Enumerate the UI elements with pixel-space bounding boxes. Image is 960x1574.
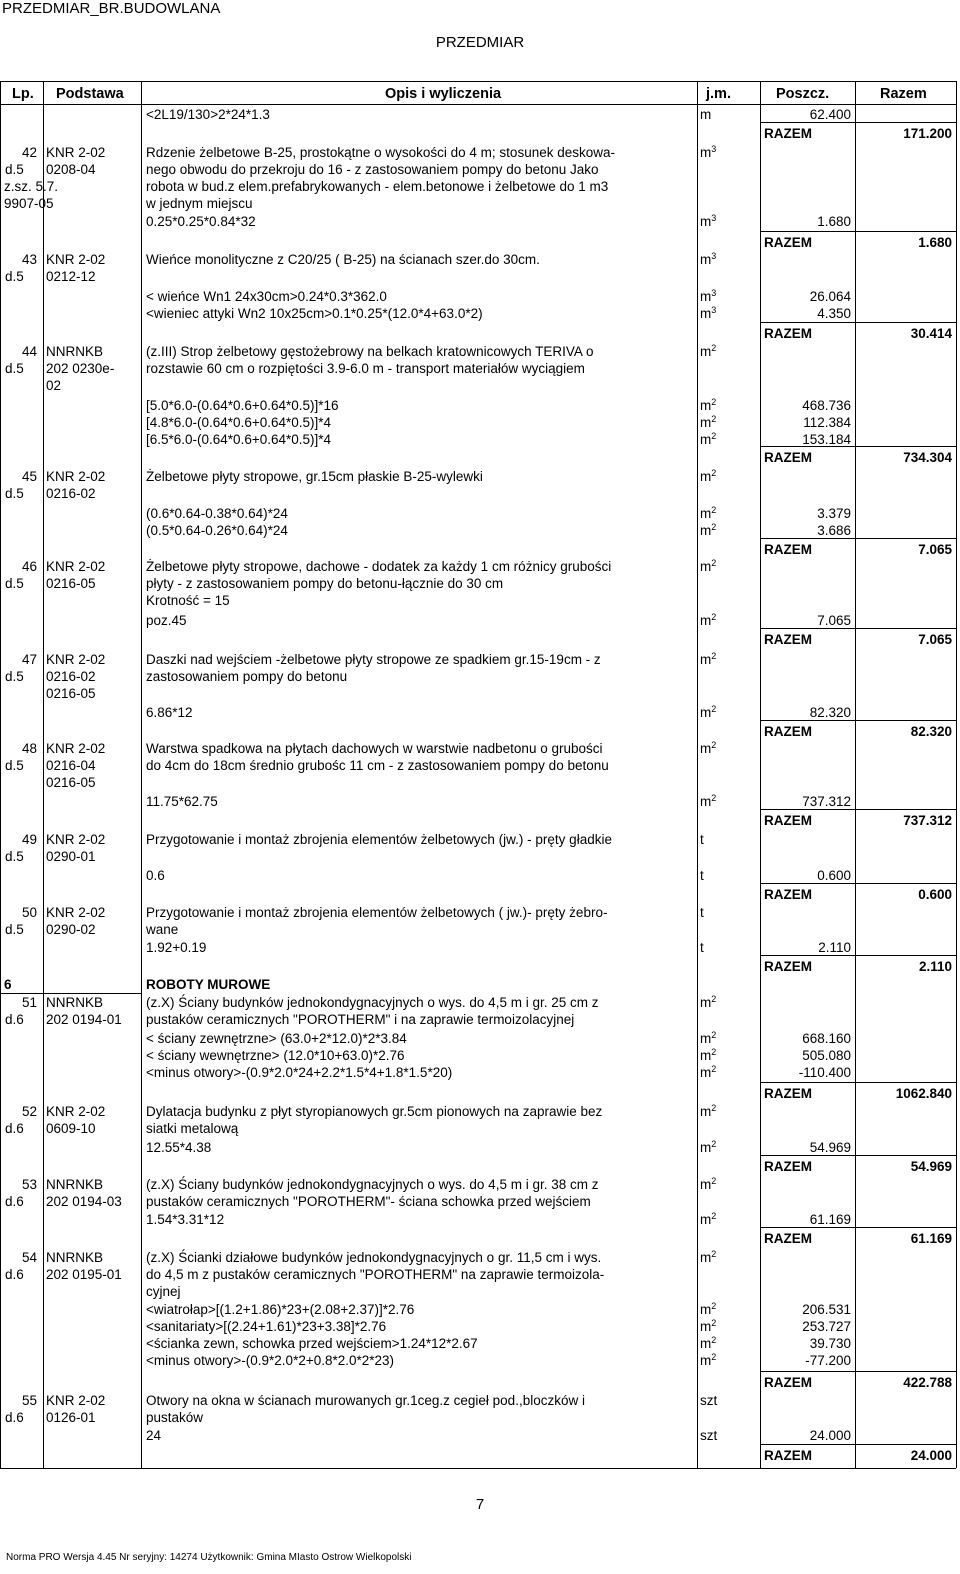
calc-line: (0.6*0.64-0.38*0.64)*24: [146, 506, 288, 521]
calc-unit: t: [700, 940, 704, 955]
calc-unit: $m^3$: [700, 305, 717, 321]
podstawa: 02: [46, 378, 62, 393]
calc-unit: $m^3$: [700, 288, 717, 304]
podstawa: KNR 2-02: [46, 145, 106, 160]
poszcz-value: 668.160: [802, 1031, 851, 1046]
poszcz-value: 54.969: [809, 1140, 851, 1155]
lp-sub: d.5: [5, 922, 24, 937]
razem-divider: [760, 628, 956, 629]
podstawa: NNRNKB: [46, 1177, 104, 1192]
podstawa: KNR 2-02: [46, 905, 106, 920]
poszcz-value: 26.064: [809, 289, 851, 304]
poszcz-value: 505.080: [802, 1048, 851, 1063]
razem-value: 171.200: [903, 126, 952, 141]
podstawa: NNRNKB: [46, 995, 104, 1010]
calc-line: 11.75*62.75: [146, 794, 218, 809]
podstawa: KNR 2-02: [46, 252, 106, 267]
calc-line: <ścianka zewn, schowka przed wejściem>1.24*12*2.67: [146, 1336, 478, 1351]
calc-line: < ściany wewnętrzne> (12.0*10+63.0)*2.76: [146, 1048, 405, 1063]
poszcz-value: 3.686: [817, 523, 851, 538]
unit: $m^2$: [700, 558, 717, 574]
description: Wieńce monolityczne z C20/25 ( B-25) na ścianach szer.do 30cm.: [146, 252, 540, 267]
calc-line: [6.5*6.0-(0.64*0.6+0.64*0.5)]*4: [146, 432, 332, 447]
razem-value: 734.304: [903, 450, 952, 465]
podstawa: KNR 2-02: [46, 559, 106, 574]
calc-unit: szt: [700, 1428, 718, 1443]
poszcz-value: 206.531: [802, 1302, 851, 1317]
lp-sub: d.5: [5, 361, 24, 376]
col-divider: [43, 81, 44, 1468]
calc-line: < wieńce Wn1 24x30cm>0.24*0.3*362.0: [146, 289, 387, 304]
col-divider: [760, 81, 761, 1468]
col-jm: j.m.: [706, 86, 731, 102]
lp-sub: d.6: [5, 1012, 24, 1027]
poszcz-value: 1.680: [817, 214, 851, 229]
podstawa: 202 0194-03: [46, 1194, 122, 1209]
podstawa: KNR 2-02: [46, 832, 106, 847]
description: siatki metalową: [146, 1121, 239, 1136]
poszcz-value: 7.065: [817, 613, 851, 628]
table-bottom-border: [0, 1468, 956, 1469]
description: Żelbetowe płyty stropowe, gr.15cm płaskie B-25-wylewki: [146, 469, 483, 484]
description: Przygotowanie i montaż zbrojenia elementów żelbetowych (jw.) - pręty gładkie: [146, 832, 612, 847]
col-divider: [141, 81, 142, 1468]
description: do 4,5 m z pustaków ceramicznych "POROTHERM" na zaprawie termoizola-: [146, 1267, 605, 1282]
lp-number: 44: [22, 344, 38, 359]
podstawa: 0216-05: [46, 686, 96, 701]
lp-number: 47: [22, 652, 38, 667]
lp-number: 51: [22, 995, 38, 1010]
calc-unit: $m^2$: [700, 612, 717, 628]
podstawa: 0216-02: [46, 486, 96, 501]
podstawa: 0290-01: [46, 849, 96, 864]
page-number: 7: [475, 1496, 485, 1513]
calc-unit: $m^2$: [700, 793, 717, 809]
calc-unit: $m^2$: [700, 1064, 717, 1080]
calc-line: 0.6: [146, 868, 165, 883]
description: Otwory na okna w ścianach murowanych gr.1ceg.z cegieł pod.,bloczków i: [146, 1393, 585, 1408]
description: Dylatacja budynku z płyt styropianowych gr.5cm pionowych na zaprawie bez: [146, 1104, 603, 1119]
razem-divider: [760, 809, 956, 810]
unit: $m^2$: [700, 468, 717, 484]
calc-line: 1.54*3.31*12: [146, 1212, 225, 1227]
razem-label: RAZEM: [764, 126, 812, 141]
lp-number: 53: [22, 1177, 38, 1192]
calc-line: 6.86*12: [146, 705, 193, 720]
lp-sub: d.5: [5, 486, 24, 501]
calc-line: 0.25*0.25*0.84*32: [146, 214, 256, 229]
lp-number: 45: [22, 469, 38, 484]
poszcz-value: 24.000: [809, 1428, 851, 1443]
poszcz-value: 112.384: [803, 415, 851, 430]
razem-label: RAZEM: [764, 1375, 812, 1390]
razem-divider: [760, 720, 956, 721]
description: Warstwa spadkowa na płytach dachowych w warstwie nadbetonu o grubości: [146, 741, 603, 756]
lp-number: 42: [22, 145, 38, 160]
podstawa: 0290-02: [46, 922, 96, 937]
lp-number: 49: [22, 832, 38, 847]
razem-value: 82.320: [910, 724, 952, 739]
razem-label: RAZEM: [764, 887, 812, 902]
description: zastosowaniem pompy do betonu: [146, 669, 348, 684]
razem-divider: [760, 1082, 956, 1083]
calc-line: <wieniec attyki Wn2 10x25cm>0.1*0.25*(12.0*4+63.0*2): [146, 306, 483, 321]
calc-unit: $m^2$: [700, 1030, 717, 1046]
col-divider: [0, 81, 1, 1468]
col-divider: [956, 81, 957, 1468]
calc-unit: $m^2$: [700, 1301, 717, 1317]
col-opis: Opis i wyliczenia: [385, 86, 502, 102]
razem-label: RAZEM: [764, 542, 812, 557]
lp-sub: d.6: [5, 1121, 24, 1136]
podstawa: 0609-10: [46, 1121, 96, 1136]
razem-divider: [760, 1155, 956, 1156]
razem-value: 422.788: [903, 1375, 952, 1390]
razem-divider: [760, 1227, 956, 1228]
description: nego obwodu do przekroju do 16 - z zastosowaniem pompy do betonu Jako: [146, 162, 599, 177]
description: w jednym miejscu: [146, 196, 253, 211]
col-lp: Lp.: [12, 86, 34, 102]
poszcz-value: 468.736: [802, 398, 851, 413]
poszcz-value: 39.730: [809, 1336, 851, 1351]
poszcz-value: 62.400: [809, 107, 851, 122]
podstawa: 202 0230e-: [46, 361, 115, 376]
calc-line: <2L19/130>2*24*1.3: [146, 107, 270, 122]
podstawa: NNRNKB: [46, 344, 104, 359]
calc-line: <minus otwory>-(0.9*2.0*24+2.2*1.5*4+1.8*1.5*20): [146, 1065, 453, 1080]
razem-label: RAZEM: [764, 326, 812, 341]
description: Rdzenie żelbetowe B-25, prostokątne o wysokości do 4 m; stosunek deskowa-: [146, 145, 615, 160]
razem-value: 1062.840: [895, 1086, 952, 1101]
lp-number: 46: [22, 559, 38, 574]
razem-label: RAZEM: [764, 1231, 812, 1246]
file-header: PRZEDMIAR_BR.BUDOWLANA: [2, 0, 221, 17]
lp-sub: d.5: [5, 576, 24, 591]
calc-unit: t: [700, 868, 704, 883]
col-podstawa: Podstawa: [56, 86, 124, 102]
lp-number: 43: [22, 252, 38, 267]
podstawa: NNRNKB: [46, 1250, 104, 1265]
poszcz-value: 61.169: [809, 1212, 851, 1227]
poszcz-value: -110.400: [798, 1065, 851, 1080]
unit: $m^2$: [700, 1176, 717, 1192]
calc-line: 12.55*4.38: [146, 1140, 212, 1155]
razem-label: RAZEM: [764, 1159, 812, 1174]
section-number: 6: [4, 977, 12, 992]
lp-number: 52: [22, 1104, 38, 1119]
calc-unit: $m^2$: [700, 505, 717, 521]
calc-unit: $m^2$: [700, 414, 717, 430]
poszcz-value: 253.727: [802, 1319, 851, 1334]
description: cyjnej: [146, 1284, 181, 1299]
razem-divider: [760, 322, 956, 323]
razem-label: RAZEM: [764, 959, 812, 974]
razem-label: RAZEM: [764, 724, 812, 739]
podstawa: KNR 2-02: [46, 1104, 106, 1119]
razem-value: 2.110: [918, 959, 952, 974]
unit: $m^3$: [700, 144, 717, 160]
unit: m: [700, 107, 712, 122]
unit: $m^2$: [700, 740, 717, 756]
description: (z.X) Ściany budynków jednokondygnacyjnych o wys. do 4,5 m i gr. 25 cm z: [146, 995, 599, 1010]
calc-unit: $m^2$: [700, 1211, 717, 1227]
razem-divider: [760, 883, 956, 884]
razem-label: RAZEM: [764, 632, 812, 647]
description: rozstawie 60 cm o rozpiętości 3.9-6.0 m - transport materiałów wyciągiem: [146, 361, 585, 376]
calc-line: 1.92+0.19: [146, 940, 207, 955]
description: robota w bud.z elem.prefabrykowanych - elem.betonowe i żelbetowe do 1 m3: [146, 179, 609, 194]
lp-sub: d.6: [5, 1267, 24, 1282]
col-poszcz: Poszcz.: [776, 86, 830, 102]
podstawa: KNR 2-02: [46, 469, 106, 484]
lp-sub: d.5: [5, 269, 24, 284]
podstawa: 202 0194-01: [46, 1012, 122, 1027]
description: (z.X) Ściany budynków jednokondygnacyjnych o wys. do 4,5 m i gr. 38 cm z: [146, 1177, 599, 1192]
calc-line: poz.45: [146, 613, 187, 628]
calc-unit: $m^2$: [700, 522, 717, 538]
razem-label: RAZEM: [764, 813, 812, 828]
unit: $m^2$: [700, 1249, 717, 1265]
description: pustaków: [146, 1410, 204, 1425]
description: Daszki nad wejściem -żelbetowe płyty stropowe ze spadkiem gr.15-19cm - z: [146, 652, 601, 667]
calc-unit: $m^2$: [700, 1352, 717, 1368]
calc-line: <sanitariaty>[(2.24+1.61)*23+3.38]*2.76: [146, 1319, 387, 1334]
poszcz-value: 2.110: [818, 940, 851, 955]
unit: t: [700, 905, 704, 920]
unit: t: [700, 832, 704, 847]
calc-unit: $m^2$: [700, 1047, 717, 1063]
calc-unit: $m^2$: [700, 1318, 717, 1334]
razem-label: RAZEM: [764, 1448, 812, 1463]
podstawa: 0216-02: [46, 669, 96, 684]
calc-line: (0.5*0.64-0.26*0.64)*24: [146, 523, 288, 538]
unit: $m^2$: [700, 994, 717, 1010]
lp-sub: d.5: [5, 849, 24, 864]
podstawa-extra: 9907-05: [4, 196, 54, 211]
header-bottom-border: [0, 104, 956, 105]
razem-divider: [760, 231, 956, 232]
razem-value: 1.680: [918, 235, 952, 250]
footer: Norma PRO Wersja 4.45 Nr seryjny: 14274 Użytkownik: Gmina MIasto Ostrow Wielkopolski: [6, 1552, 412, 1563]
razem-value: 7.065: [918, 542, 952, 557]
lp-number: 50: [22, 905, 38, 920]
razem-value: 24.000: [910, 1448, 952, 1463]
calc-line: [4.8*6.0-(0.64*0.6+0.64*0.5)]*4: [146, 415, 332, 430]
unit: $m^2$: [700, 1103, 717, 1119]
description: płyty - z zastosowaniem pompy do betonu-łącznie do 30 cm: [146, 576, 504, 591]
calc-unit: $m^2$: [700, 1335, 717, 1351]
razem-label: RAZEM: [764, 235, 812, 250]
razem-value: 737.312: [903, 813, 952, 828]
razem-divider: [760, 1371, 956, 1372]
poszcz-value: 4.350: [817, 306, 851, 321]
lp-number: 55: [22, 1393, 38, 1408]
calc-unit: $m^3$: [700, 213, 717, 229]
podstawa: 0126-01: [46, 1410, 96, 1425]
podstawa: 0212-12: [46, 269, 96, 284]
poszcz-value: 82.320: [809, 705, 851, 720]
lp-number: 54: [22, 1250, 38, 1265]
razem-label: RAZEM: [764, 450, 812, 465]
podstawa: KNR 2-02: [46, 652, 106, 667]
unit: $m^3$: [700, 251, 717, 267]
unit: $m^2$: [700, 651, 717, 667]
razem-value: 61.169: [910, 1231, 952, 1246]
razem-value: 0.600: [918, 887, 952, 902]
podstawa: 0216-05: [46, 576, 96, 591]
podstawa: KNR 2-02: [46, 741, 106, 756]
poszcz-value: 3.379: [817, 506, 851, 521]
razem-label: RAZEM: [764, 1086, 812, 1101]
poszcz-value: -77.200: [805, 1353, 851, 1368]
razem-divider: [760, 955, 956, 956]
razem-divider: [760, 122, 956, 123]
lp-sub: d.5: [5, 162, 24, 177]
razem-divider: [760, 1444, 956, 1445]
calc-line: <minus otwory>-(0.9*2.0*2+0.8*2.0*2*23): [146, 1353, 395, 1368]
description: (z.III) Strop żelbetowy gęstożebrowy na belkach kratownicowych TERIVA o: [146, 344, 594, 359]
description: (z.X) Ścianki działowe budynków jednokondygnacyjnych o gr. 11,5 cm i wys.: [146, 1250, 602, 1265]
calc-line: < ściany zewnętrzne> (63.0+2*12.0)*2*3.84: [146, 1031, 407, 1046]
lp-sub: d.5: [5, 758, 24, 773]
razem-value: 30.414: [910, 326, 952, 341]
description: Żelbetowe płyty stropowe, dachowe - dodatek za każdy 1 cm różnicy grubości: [146, 559, 612, 574]
podstawa: 0216-05: [46, 775, 96, 790]
page-title: PRZEDMIAR: [435, 34, 525, 51]
podstawa: 0216-04: [46, 758, 96, 773]
col-razem: Razem: [880, 86, 927, 102]
calc-unit: $m^2$: [700, 431, 717, 447]
razem-value: 7.065: [918, 632, 952, 647]
poszcz-value: 0.600: [817, 868, 851, 883]
col-divider: [855, 81, 856, 1468]
razem-value: 54.969: [910, 1159, 952, 1174]
podstawa: 0208-04: [46, 162, 96, 177]
calc-unit: $m^2$: [700, 704, 717, 720]
calc-line: [5.0*6.0-(0.64*0.6+0.64*0.5)]*16: [146, 398, 339, 413]
calc-unit: $m^2$: [700, 1139, 717, 1155]
lp-sub: d.6: [5, 1194, 24, 1209]
podstawa: KNR 2-02: [46, 1393, 106, 1408]
col-divider: [697, 81, 698, 1468]
lp-number: 48: [22, 741, 38, 756]
description: pustaków ceramicznych "POROTHERM"- ściana schowka przed wejściem: [146, 1194, 591, 1209]
calc-unit: $m^2$: [700, 397, 717, 413]
calc-line: <wiatrołap>[(1.2+1.86)*23+(2.08+2.37)]*2.76: [146, 1302, 415, 1317]
description: pustaków ceramicznych "POROTHERM" i na zaprawie termoizolacyjnej: [146, 1012, 575, 1027]
table-top-border: [0, 81, 956, 82]
lp-sub: d.6: [5, 1410, 24, 1425]
poszcz-value: 737.312: [802, 794, 851, 809]
unit: $m^2$: [700, 343, 717, 359]
unit: szt: [700, 1393, 718, 1408]
section-title: ROBOTY MUROWE: [146, 977, 271, 992]
podstawa-extra: z.sz. 5.7.: [4, 179, 59, 194]
lp-sub: d.5: [5, 669, 24, 684]
calc-line: 24: [146, 1428, 162, 1443]
description: do 4cm do 18cm średnio grubośc 11 cm - z zastosowaniem pompy do betonu: [146, 758, 609, 773]
description: Krotność = 15: [146, 593, 230, 608]
description: wane: [146, 922, 179, 937]
razem-divider: [760, 446, 956, 447]
poszcz-value: 153.184: [802, 432, 851, 447]
razem-divider: [760, 538, 956, 539]
podstawa: 202 0195-01: [46, 1267, 122, 1282]
description: Przygotowanie i montaż zbrojenia elementów żelbetowych ( jw.)- pręty żebro-: [146, 905, 608, 920]
